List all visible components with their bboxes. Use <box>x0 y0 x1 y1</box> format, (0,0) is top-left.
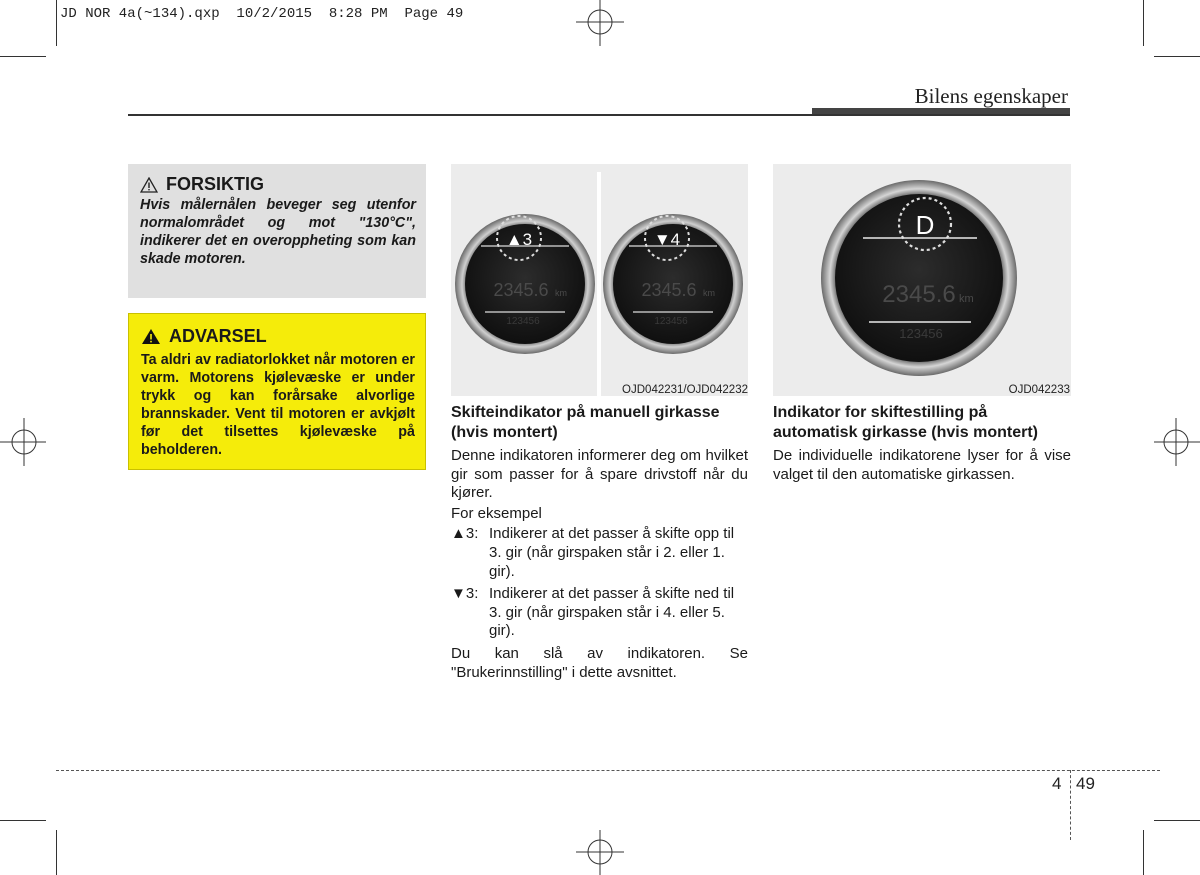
footer-rule <box>56 770 1160 771</box>
crop-mark <box>1143 830 1144 875</box>
shift-up-symbol: ▲3: <box>451 525 479 543</box>
caution-text: Hvis målernålen beveger seg utenfor normalområdet og mot "130°C", indikerer det en overoppheting som kan skade motoren. <box>140 197 416 267</box>
gauge-illustration <box>451 164 748 396</box>
print-info: JD NOR 4a(~134).qxp 10/2/2015 8:28 PM Page 49 <box>60 6 464 22</box>
crop-mark <box>0 56 46 57</box>
gauge-left-trip: 123456 <box>506 316 540 327</box>
footer-divider <box>1070 770 1071 840</box>
automatic-section <box>773 403 1071 484</box>
gauge-auto-trip: 123456 <box>899 326 943 341</box>
gauge-left-indicator: ▲3 <box>505 230 533 249</box>
crop-mark <box>1154 56 1200 57</box>
warning-box <box>128 313 426 470</box>
gauge-auto-indicator: D <box>915 210 935 240</box>
figure-automatic-caption: OJD042233 <box>1008 384 1070 396</box>
caution-box <box>128 164 426 298</box>
manual-intro: Denne indikatoren informerer deg om hvilket gir som passer for å spare drivstoff når du kjører. <box>451 447 748 502</box>
list-item-text: Indikerer at det passer å skifte opp til 3. gir (når girspaken står i 2. eller 1. gir). <box>489 525 735 580</box>
list-item <box>451 525 748 581</box>
list-item-text: Indikerer at det passer å skifte ned til 3. gir (når girspaken står i 4. eller 5. gir). <box>489 585 735 640</box>
gauge-auto-unit: km <box>959 293 974 305</box>
gauge-left-unit: km <box>555 288 567 298</box>
registration-mark-bottom <box>568 830 632 875</box>
manual-outro: Du kan slå av indikatoren. Se "Brukerinnstilling" i dette avsnittet. <box>451 644 748 681</box>
warning-heading <box>141 326 415 347</box>
manual-heading: Skifteindikator på manuell girkasse (hvis montert) <box>451 404 720 441</box>
gauge-right-trip: 123456 <box>654 316 688 327</box>
manual-example-label: For eksempel <box>451 504 542 522</box>
crop-mark <box>1154 820 1200 821</box>
warning-triangle-icon <box>141 328 161 345</box>
gauge-right-unit: km <box>703 288 715 298</box>
warning-text: Ta aldri av radiatorlokket når motoren er varm. Motorens kjølevæske er under trykk og kan forårsake alvorlige brannskader. Vent til motoren er avkjølt før det tilsettes kjølevæske på beholderen. <box>141 352 415 458</box>
gauge-right-indicator: ▼4 <box>653 230 681 249</box>
figure-manual-caption: OJD042231/OJD042232 <box>622 384 748 396</box>
chapter-number: 4 <box>1052 774 1062 793</box>
manual-section <box>451 403 748 682</box>
caution-triangle-icon <box>140 177 158 193</box>
warning-title: ADVARSEL <box>169 326 267 346</box>
gauge-left-odometer: 2345.6 <box>493 280 549 300</box>
caution-title: FORSIKTIG <box>166 174 264 194</box>
crop-mark <box>56 830 57 875</box>
gauge-auto-odometer: 2345.6 <box>882 281 956 308</box>
registration-mark-top <box>568 0 632 46</box>
registration-mark-left <box>0 410 46 474</box>
figure-automatic-gauge <box>773 164 1071 396</box>
header-rule <box>128 114 1070 116</box>
automatic-body: De individuelle indikatorene lyser for å vise valget til den automatiske girkassen. <box>773 447 1071 483</box>
crop-mark <box>56 0 57 46</box>
page-number: 49 <box>1076 774 1095 793</box>
caution-heading <box>140 174 416 195</box>
crop-mark <box>0 820 46 821</box>
automatic-heading: Indikator for skiftestilling på automatisk girkasse (hvis montert) <box>773 404 1038 441</box>
gauge-right-odometer: 2345.6 <box>641 280 697 300</box>
gauge-illustration <box>773 164 1071 396</box>
figure-manual-gauges <box>451 164 748 396</box>
registration-mark-right <box>1154 410 1200 474</box>
shift-down-symbol: ▼3: <box>451 585 479 603</box>
crop-mark <box>1143 0 1144 46</box>
section-title: Bilens egenskaper <box>914 84 1068 108</box>
list-item <box>451 585 748 641</box>
